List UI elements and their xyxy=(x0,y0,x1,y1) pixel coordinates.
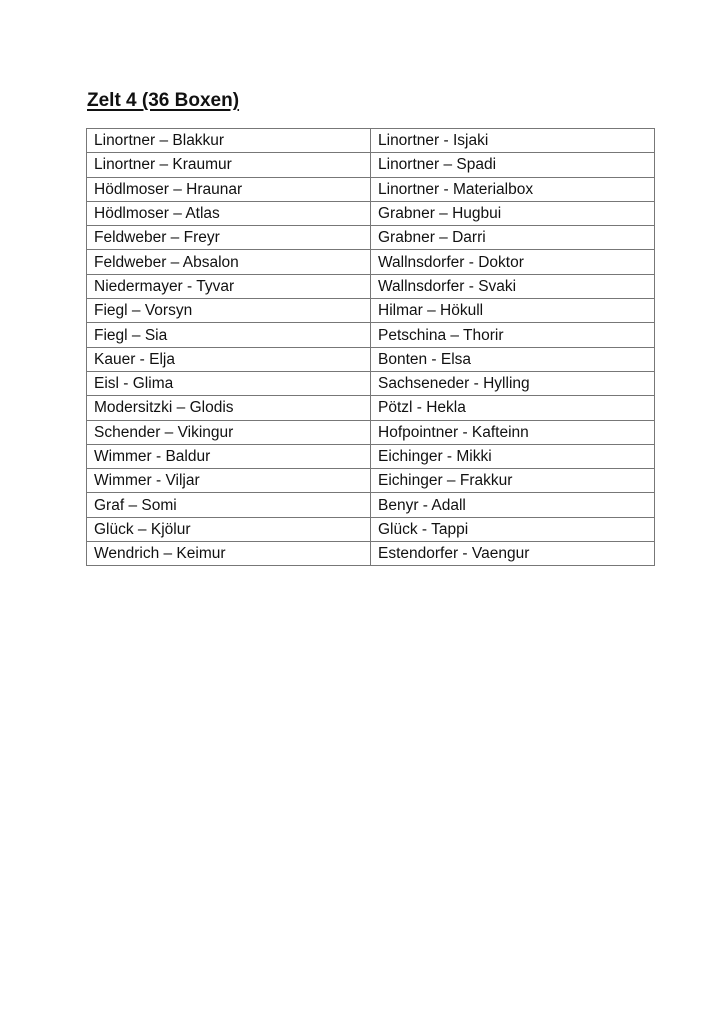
table-row xyxy=(87,542,655,566)
box-cell-left: Linortner – Kraumur xyxy=(87,153,371,177)
box-cell-left: Glück – Kjölur xyxy=(87,517,371,541)
box-cell-left: Niedermayer - Tyvar xyxy=(87,274,371,298)
table-row xyxy=(87,469,655,493)
table-row xyxy=(87,517,655,541)
box-cell-left: Hödlmoser – Atlas xyxy=(87,201,371,225)
box-cell-left: Linortner – Blakkur xyxy=(87,129,371,153)
box-cell-left: Wimmer - Viljar xyxy=(87,469,371,493)
box-cell-right: Glück - Tappi xyxy=(371,517,655,541)
box-cell-right: Benyr - Adall xyxy=(371,493,655,517)
box-cell-left: Kauer - Elja xyxy=(87,347,371,371)
table-row xyxy=(87,201,655,225)
table-row xyxy=(87,371,655,395)
box-cell-right: Linortner – Spadi xyxy=(371,153,655,177)
box-cell-left: Fiegl – Sia xyxy=(87,323,371,347)
table-row xyxy=(87,153,655,177)
box-cell-left: Eisl - Glima xyxy=(87,371,371,395)
table-row xyxy=(87,177,655,201)
box-cell-right: Wallnsdorfer - Doktor xyxy=(371,250,655,274)
box-cell-right: Grabner – Hugbui xyxy=(371,201,655,225)
box-cell-left: Graf – Somi xyxy=(87,493,371,517)
box-cell-left: Wimmer - Baldur xyxy=(87,444,371,468)
box-cell-right: Sachseneder - Hylling xyxy=(371,371,655,395)
table-row xyxy=(87,493,655,517)
table-row xyxy=(87,226,655,250)
box-cell-right: Bonten - Elsa xyxy=(371,347,655,371)
box-cell-right: Grabner – Darri xyxy=(371,226,655,250)
table-row xyxy=(87,444,655,468)
box-cell-right: Linortner - Isjaki xyxy=(371,129,655,153)
box-cell-right: Eichinger - Mikki xyxy=(371,444,655,468)
box-cell-left: Hödlmoser – Hraunar xyxy=(87,177,371,201)
box-cell-right: Pötzl - Hekla xyxy=(371,396,655,420)
table-row xyxy=(87,347,655,371)
box-cell-right: Hilmar – Hökull xyxy=(371,299,655,323)
page-title: Zelt 4 (36 Boxen) xyxy=(87,90,240,111)
table-row xyxy=(87,420,655,444)
table-body xyxy=(87,129,655,566)
table-row xyxy=(87,250,655,274)
box-cell-right: Eichinger – Frakkur xyxy=(371,469,655,493)
box-cell-left: Modersitzki – Glodis xyxy=(87,396,371,420)
table-row xyxy=(87,129,655,153)
box-cell-right: Estendorfer - Vaengur xyxy=(371,542,655,566)
table-row xyxy=(87,396,655,420)
box-cell-right: Wallnsdorfer - Svaki xyxy=(371,274,655,298)
table-row xyxy=(87,323,655,347)
box-cell-right: Petschina – Thorir xyxy=(371,323,655,347)
box-cell-left: Fiegl – Vorsyn xyxy=(87,299,371,323)
table-row xyxy=(87,299,655,323)
box-cell-right: Hofpointner - Kafteinn xyxy=(371,420,655,444)
box-cell-right: Linortner - Materialbox xyxy=(371,177,655,201)
box-cell-left: Feldweber – Absalon xyxy=(87,250,371,274)
table-row xyxy=(87,274,655,298)
box-cell-left: Schender – Vikingur xyxy=(87,420,371,444)
box-cell-left: Wendrich – Keimur xyxy=(87,542,371,566)
box-assignment-table xyxy=(86,128,655,566)
box-cell-left: Feldweber – Freyr xyxy=(87,226,371,250)
